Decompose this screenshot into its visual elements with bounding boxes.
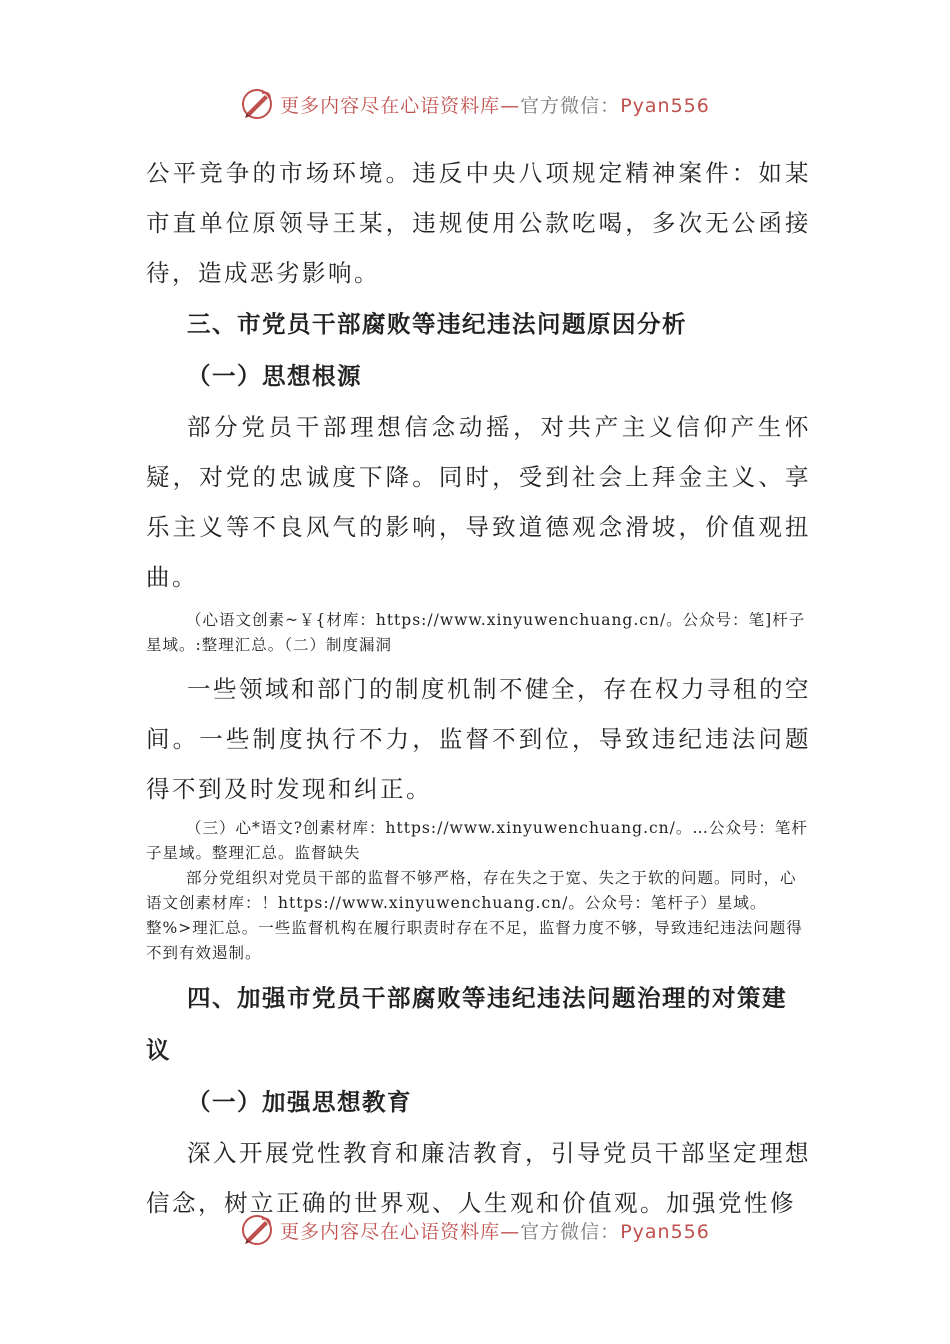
note-paragraph: （三）心*语文?创素材库：https://www.xinyuwenchuang.cn/。…公众号：笔杆子星域。整理汇总。监督缺失 (146, 819, 808, 862)
paragraph: 一些领域和部门的制度机制不健全，存在权力寻租的空间。一些制度执行不力，监督不到位，导致违纪违法问题得不到及时发现和纠正。 (146, 675, 811, 803)
section-heading: 四、加强市党员干部腐败等违纪违法问题治理的对策建议 (146, 984, 787, 1064)
pen-logo-icon (240, 87, 274, 121)
document-body (146, 148, 811, 1228)
banner-text: 更多内容尽在心语资料库—官方微信：Pyan556 (280, 1220, 710, 1243)
note-paragraph: （心语文创素~￥{材库：https://www.xinyuwenchuang.cn/。公众号：笔]杆子星域。:整理汇总。（二）制度漏洞 (146, 611, 806, 654)
footer-banner (0, 1210, 950, 1250)
paragraph: 公平竞争的市场环境。违反中央八项规定精神案件：如某市直单位原领导王某，违规使用公款吃喝，多次无公函接待，造成恶劣影响。 (146, 159, 811, 287)
section-heading: 三、市党员干部腐败等违纪违法问题原因分析 (187, 310, 687, 338)
banner-text: 更多内容尽在心语资料库—官方微信：Pyan556 (280, 94, 710, 117)
paragraph: 部分党员干部理想信念动摇，对共产主义信仰产生怀疑，对党的忠诚度下降。同时，受到社会上拜金主义、享乐主义等不良风气的影响，导致道德观念滑坡，价值观扭曲。 (146, 413, 811, 591)
note-paragraph: 部分党组织对党员干部的监督不够严格，存在失之于宽、失之于软的问题。同时，心语文创素材库：！https://www.xinyuwenchuang.cn/。公众号：笔杆子）星域。整%>理汇总。一些监督机构在履行职责时存在不足，监督力度不够，导致违纪违法问题得不到有效遏制。 (146, 869, 803, 962)
subsection-heading: （一）思想根源 (187, 362, 362, 390)
subsection-heading: （一）加强思想教育 (187, 1088, 412, 1116)
header-banner (0, 84, 950, 124)
pen-logo-icon (240, 1213, 274, 1247)
paragraph: 深入开展党性教育和廉洁教育，引导党员干部坚定理想信念，树立正确的世界观、人生观和价值观。加强党性修 (146, 1139, 811, 1217)
